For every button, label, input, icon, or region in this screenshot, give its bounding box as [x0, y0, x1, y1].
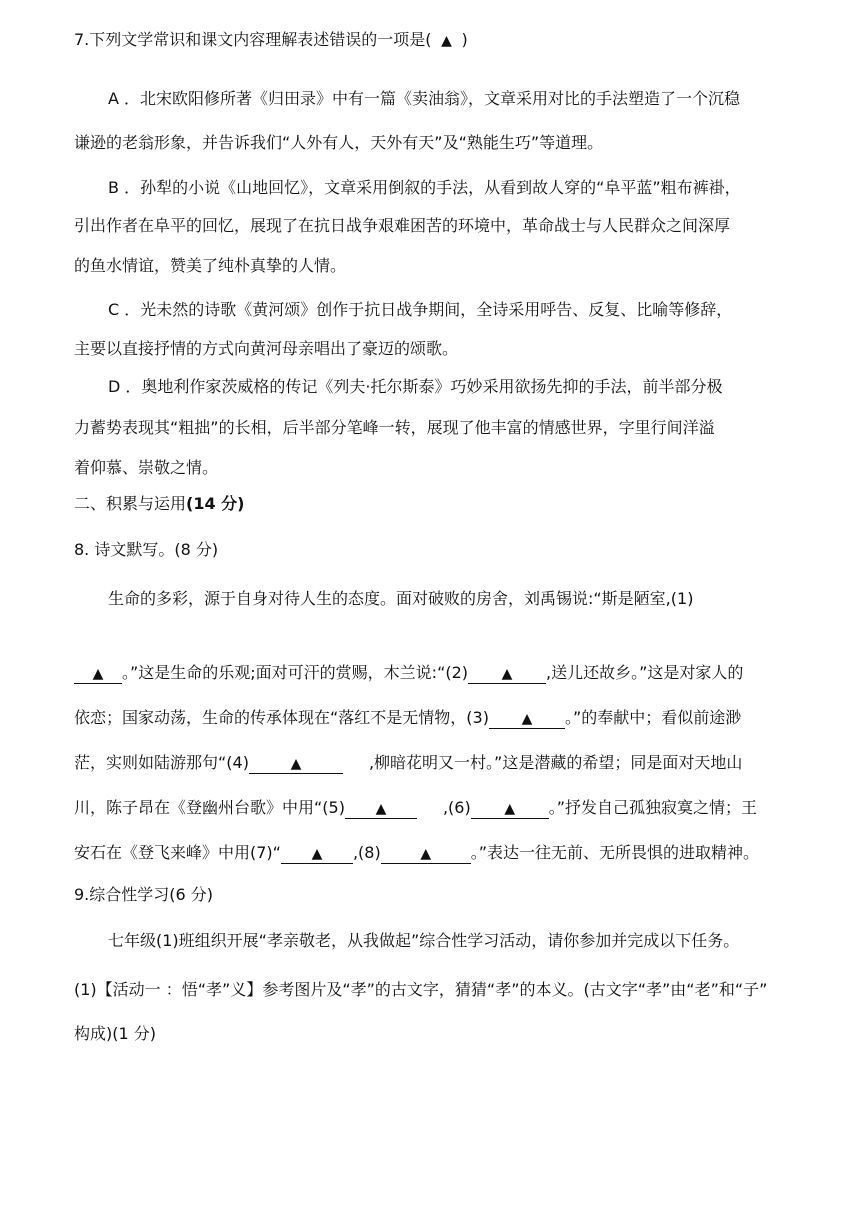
- answer-mark: ▲: [441, 33, 452, 49]
- blank-1[interactable]: ▲: [74, 664, 122, 684]
- blank-2[interactable]: ▲: [468, 664, 546, 684]
- blank-3[interactable]: ▲: [489, 709, 565, 729]
- q7-option-b-line3: 的鱼水情谊，赞美了纯朴真挚的人情。: [74, 256, 347, 275]
- q7-option-d-line3: 着仰慕、崇敬之情。: [74, 458, 219, 477]
- q7-option-c-line2: 主要以直接抒情的方式向黄河母亲唱出了豪迈的颂歌。: [74, 339, 459, 358]
- q8-intro: 生命的多彩，源于自身对待人生的态度。面对破败的房舍，刘禹锡说:“斯是陋室,(1): [108, 589, 694, 608]
- q7-option-a-line2: 谦逊的老翁形象，并告诉我们“人外有人，天外有天”及“熟能生巧”等道理。: [74, 133, 604, 152]
- q9-task1-line2: 构成)(1 分): [74, 1024, 156, 1043]
- blank-4[interactable]: ▲: [249, 754, 343, 774]
- blank-8[interactable]: ▲: [381, 844, 471, 864]
- q9-task1-line1: (1)【活动一 ：悟“孝”义】参考图片及“孝”的古文字，猜猜“孝”的本义。(古文字“孝”由“老”和“子”: [74, 980, 768, 999]
- q7-option-c-line1: C ．光未然的诗歌《黄河颂》创作于抗日战争期间，全诗采用呼告、反复、比喻等修辞，: [108, 300, 733, 319]
- blank-5[interactable]: ▲: [345, 799, 417, 819]
- q8-title: 8. 诗文默写。(8 分): [74, 540, 219, 559]
- q8-line5: 川，陈子昂在《登幽州台歌》中用“(5) ▲ ,(6) ▲ 。”抒发自己孤独寂寞之情；王: [74, 798, 758, 817]
- blank-6[interactable]: ▲: [471, 799, 549, 819]
- q8-line3: 依恋；国家动荡，生命的传承体现在“落红不是无情物，(3) ▲ 。”的奉献中；看似前途渺: [74, 708, 742, 727]
- q7-option-d-line2: 力蓄势表现其“粗拙”的长相，后半部分笔峰一转，展现了他丰富的情感世界，字里行间洋溢: [74, 418, 715, 437]
- q9-intro: 七年级(1)班组织开展“孝亲敬老，从我做起”综合性学习活动，请你参加并完成以下任务。: [108, 931, 740, 950]
- q8-line2: ▲ 。”这是生命的乐观;面对可汗的赏赐，木兰说:“(2) ▲ ,送儿还故乡。”这是对家人的: [74, 663, 743, 684]
- q7-option-b-line2: 引出作者在阜平的回忆，展现了在抗日战争艰难困苦的环境中，革命战士与人民群众之间深厚: [74, 216, 731, 235]
- q8-line6: 安石在《登飞来峰》中用(7)“ ▲ ,(8) ▲ 。”表达一往无前、无所畏惧的进取精神。: [74, 843, 760, 862]
- q9-title: 9.综合性学习(6 分): [74, 885, 214, 904]
- q7-stem: 7.下列文学常识和课文内容理解表述错误的一项是( ▲ ): [74, 30, 468, 49]
- q8-line4: 茫，实则如陆游那句“(4) ▲ ,柳暗花明又一村。”这是潜藏的希望；同是面对天地山: [74, 753, 743, 772]
- q7-option-b-line1: B ．孙犁的小说《山地回忆》，文章采用倒叙的手法，从看到故人穿的“阜平蓝”粗布裤褂，: [108, 178, 741, 197]
- q7-option-a-line1: A ．北宋欧阳修所著《归田录》中有一篇《卖油翁》，文章采用对比的手法塑造了一个沉稳: [108, 89, 741, 108]
- blank-7[interactable]: ▲: [281, 844, 353, 864]
- q7-option-d-line1: D ．奥地利作家茨威格的传记《列夫·托尔斯泰》巧妙采用欲扬先抑的手法，前半部分极: [108, 377, 723, 396]
- section-2-heading: 二、积累与运用(14 分): [74, 494, 245, 513]
